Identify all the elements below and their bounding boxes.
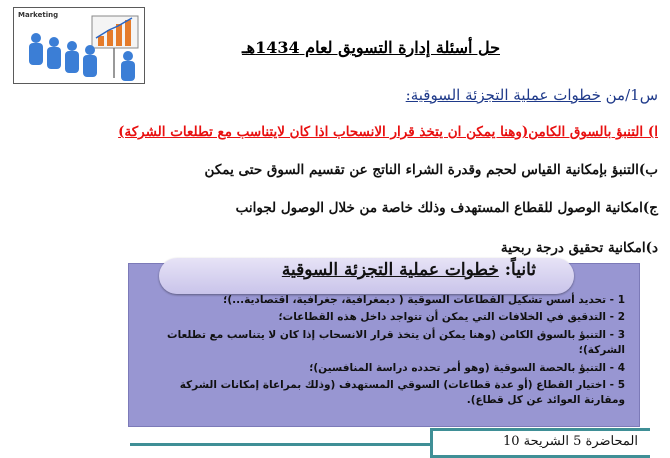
question-heading (258, 86, 658, 104)
page-title: حل أسئلة إدارة التسويق لعام 1434هـ (241, 38, 500, 57)
question-text: خطوات عملية التجزئة السوقية: (405, 86, 601, 104)
answer-c: ج)امكانية الوصول للقطاع المستهدف وذلك خاصة من خلال الوصول لجوانب (235, 200, 658, 216)
slide-item-4: 4 - التنبؤ بالحصة السوقية (وهو أمر تحدده دراسة المنافسين)؛ (309, 362, 625, 374)
slide-item-5: 5 - اختيار القطاع (أو عدة قطاعات) السوقي المستهدف (وذلك بمراعاة إمكانات الشركة ومقارنة العوائد عن كل قطاع). (179, 379, 625, 406)
slide-item-2: 2 - التدقيق في الخلافات التي يمكن أن تتواجد داخل هذه القطاعات؛ (278, 311, 625, 323)
answer-d: د)امكانية تحقيق درجة ربحية (500, 240, 658, 256)
clipart-label: Marketing (18, 11, 59, 19)
answer-b: ب)التنبؤ بإمكانية القياس لحجم وقدرة الشراء الناتج عن تقسيم السوق حتى يمكن (204, 162, 658, 178)
slide-heading (282, 260, 536, 280)
slide-heading-prefix: ثانياً: (498, 260, 536, 280)
lecture-slide-excerpt (128, 260, 640, 427)
marketing-clipart (13, 7, 145, 84)
question-number: س1/من (600, 86, 658, 104)
slide-heading-banner (159, 258, 574, 294)
slide-item-1: 1 - تحديد أسس تشكيل القطاعات السوقية ( ديمغرافية، جغرافية، اقتصادية...)؛ (223, 294, 625, 306)
slide-item-3: 3 - التنبؤ بالسوق الكامن (وهنا يمكن أن يتخذ قرار الانسحاب إذا كان لا يتناسب مع تطلعات الشركة)؛ (167, 329, 625, 356)
footer-divider (130, 443, 430, 446)
meeting-illustration-icon (14, 8, 144, 83)
slide-reference: المحاضرة 5 الشريحة 10 (502, 434, 638, 449)
slide-heading-text: خطوات عملية التجزئة السوقية (281, 260, 499, 280)
answer-a: ا) التنبؤ بالسوق الكامن(وهنا يمكن ان يتخذ قرار الانسحاب اذا كان لايتناسب مع تطلعات الشركة) (118, 124, 658, 140)
